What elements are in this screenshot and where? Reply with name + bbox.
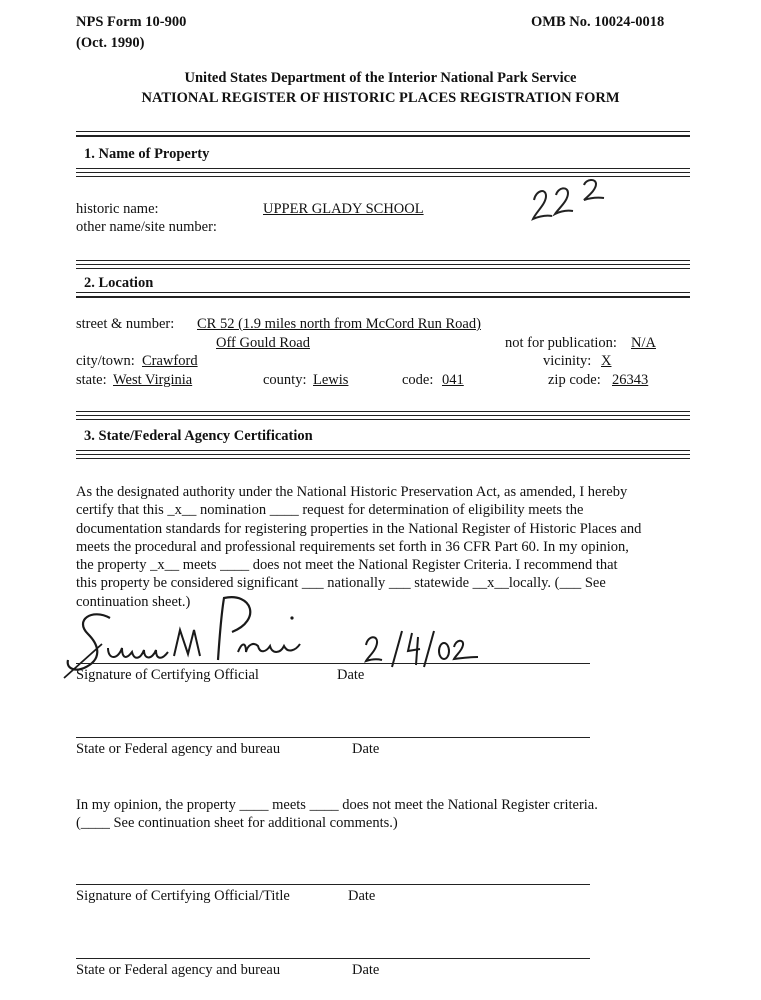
omb-number: OMB No. 10024-0018 [531, 14, 665, 30]
signature-title-label: Signature of Certifying Official/Title [76, 888, 290, 904]
code-label: code: [402, 372, 434, 388]
signature-label: Signature of Certifying Official [76, 667, 259, 683]
not-for-publication-value: N/A [631, 335, 656, 351]
state-label: state: [76, 372, 107, 388]
agency-title: United States Department of the Interior National Park Service [184, 70, 577, 86]
agency-bureau-label-2: State or Federal agency and bureau [76, 962, 281, 978]
street-value: CR 52 (1.9 miles north from McCord Run Road) [197, 316, 481, 332]
zip-label: zip code: [548, 372, 601, 388]
certification-paragraph: As the designated authority under the National Historic Preservation Act, as amended, I hereby certify that this _x__ nomination ____ request for determination of eligibility meets the documentation standards for registering properties in the National Register of Historic Places and meets the procedural and professional requirements set forth in 36 CFR Part 60. In my opinion, the property _x__ meets ____ does not meet the National Register Criteria. I recommend that this property be considered significant ___ nationally ___ statewide __x__locally. (___ See continuation sheet.) [76, 484, 642, 610]
form-title: NATIONAL REGISTER OF HISTORIC PLACES REGISTRATION FORM [141, 90, 620, 106]
signature-title-date-label: Date [348, 888, 376, 904]
opinion-paragraph: In my opinion, the property ____ meets ____ does not meet the National Register criteria. (____ See continuation sheet for additional comments.) [76, 797, 598, 832]
section-2-heading: 2. Location [84, 275, 154, 291]
agency-bureau-date-label-2: Date [352, 962, 380, 978]
city-value: Crawford [142, 353, 198, 369]
code-value: 041 [442, 372, 464, 388]
form-date: (Oct. 1990) [76, 35, 145, 51]
street-label: street & number: [76, 316, 175, 332]
not-for-publication-label: not for publication: [505, 335, 617, 351]
section-3-heading: 3. State/Federal Agency Certification [84, 428, 313, 444]
zip-value: 26343 [612, 372, 649, 388]
handwritten-reference-number [530, 178, 620, 223]
vicinity-value: X [601, 353, 612, 369]
signature-date-label: Date [337, 667, 365, 683]
agency-bureau-label: State or Federal agency and bureau [76, 741, 281, 757]
county-value: Lewis [313, 372, 349, 388]
agency-bureau-date-label: Date [352, 741, 380, 757]
street-value-line2: Off Gould Road [216, 335, 310, 351]
other-name-label: other name/site number: [76, 219, 217, 235]
historic-name-value: UPPER GLADY SCHOOL [263, 201, 424, 217]
state-value: West Virginia [113, 372, 193, 388]
handwritten-date [362, 625, 482, 675]
section-1-heading: 1. Name of Property [84, 146, 210, 162]
vicinity-label: vicinity: [543, 353, 592, 369]
county-label: county: [263, 372, 307, 388]
historic-name-label: historic name: [76, 201, 159, 217]
form-number: NPS Form 10-900 [76, 14, 187, 30]
city-label: city/town: [76, 353, 135, 369]
